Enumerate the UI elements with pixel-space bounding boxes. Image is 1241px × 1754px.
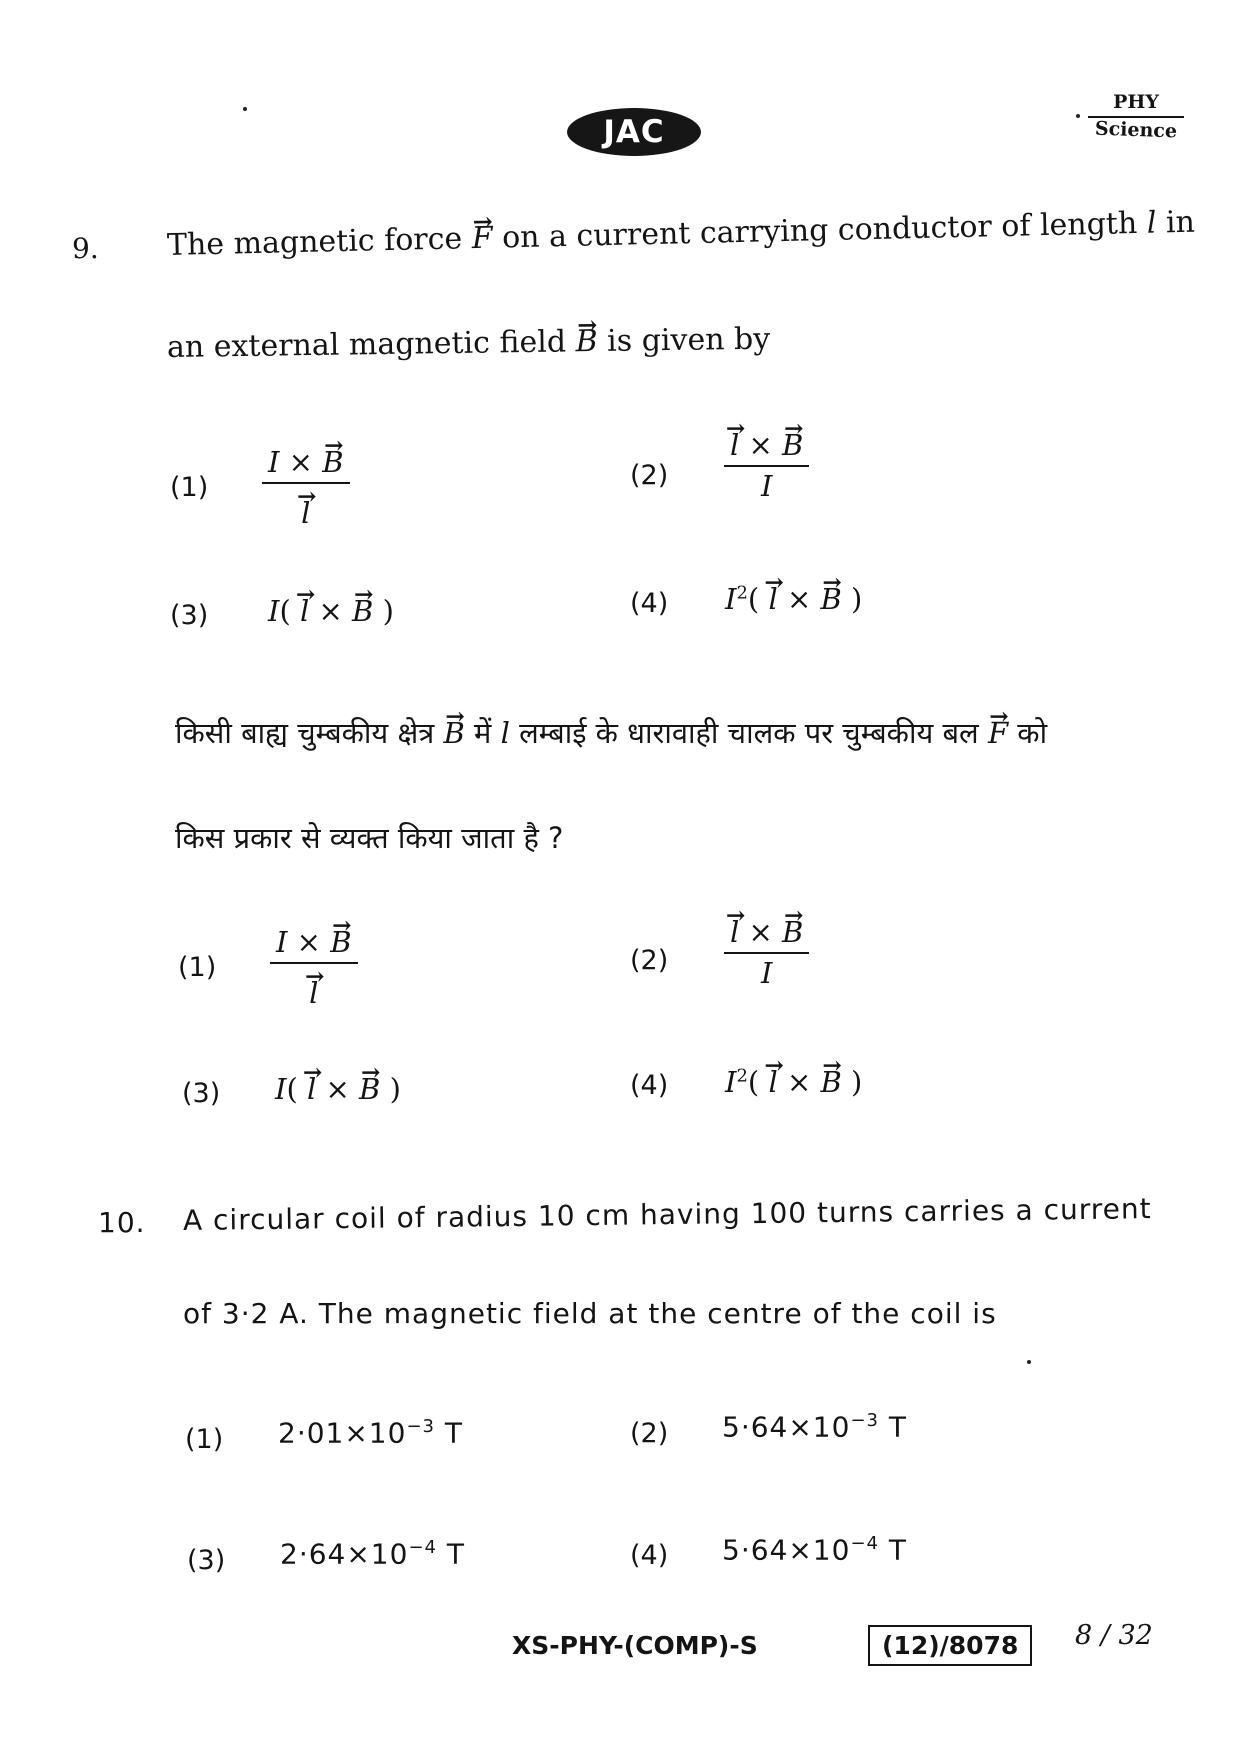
question-number-9: 9. (72, 232, 99, 265)
q10-option-1-label: (1) (185, 1424, 224, 1455)
q9-hi-text-a: किसी बाह्य चुम्बकीय क्षेत्र (175, 716, 435, 750)
field-vector-b-hi: → B (443, 716, 464, 750)
q10-option-3-value: $2\cdot 64\times 10^{-4}$ T (280, 1537, 465, 1571)
q9-hi-line1 (175, 713, 1047, 752)
q9-en-text-d: an external magnetic field (166, 324, 567, 365)
subject-tag (1088, 92, 1184, 142)
force-vector-f-hi: → F (988, 716, 1008, 750)
q9-en-text-c: in (1165, 204, 1196, 241)
q9-hi-option-1-label: (1) (178, 952, 217, 983)
question-number-10: 10. (98, 1206, 146, 1239)
q9-en-option-3-label: (3) (170, 600, 209, 631)
page-number: 8 / 32 (1075, 1620, 1153, 1651)
q9-hi-text-d: को (1017, 716, 1048, 750)
q9-en-option-2-label: (2) (630, 460, 669, 491)
q9-en-option-4-expr: $I^2( \to l$ × → B ) (725, 582, 862, 616)
q9-hi-line2: किस प्रकार से व्यक्त किया जाता है ? (175, 821, 564, 855)
length-symbol: l (1146, 205, 1157, 241)
paper-number-box: (12)/8078 (868, 1625, 1032, 1666)
q9-en-option-1-expr: I × → B → l (262, 445, 350, 530)
q9-hi-text-b: में (474, 716, 492, 750)
q9-en-text-e: is given by (606, 321, 771, 359)
scan-speck (1027, 1360, 1031, 1364)
q10-option-2-value: $5\cdot 64\times 10^{-3}$ T (722, 1410, 907, 1444)
q9-hi-option-4-expr: $I^2( \to l$ × → B ) (725, 1065, 862, 1099)
q9-hi-option-1-expr: I × → B → l (270, 925, 358, 1010)
q10-option-2-label: (2) (630, 1418, 669, 1449)
q9-en-option-1-label: (1) (170, 472, 209, 503)
q9-en-option-4-label: (4) (630, 588, 669, 619)
paper-code: XS-PHY-(COMP)-S (512, 1631, 758, 1660)
length-symbol-hi: l (500, 716, 510, 750)
q10-option-4-value: $5\cdot 64\times 10^{-4}$ T (722, 1533, 907, 1567)
q10-line1: A circular coil of radius 10 cm having 100 turns carries a current (182, 1192, 1152, 1237)
q9-hi-option-2-expr: → $\frac{l \times \to B}{I}$ (724, 915, 809, 990)
q9-hi-option-4-label: (4) (630, 1070, 669, 1101)
subject-tag-top: PHY (1088, 92, 1184, 118)
jac-logo: JAC (567, 108, 701, 156)
force-vector-f: → F (471, 221, 493, 256)
field-vector-b: → B (575, 324, 598, 359)
q10-option-4-label: (4) (630, 1540, 669, 1571)
q9-en-text-b: on a current carrying conductor of length (501, 205, 1138, 256)
q10-line2: of 3·2 A. The magnetic field at the centre of the coil is (183, 1297, 997, 1330)
q9-hi-option-2-label: (2) (630, 945, 669, 976)
q10-option-3-label: (3) (187, 1545, 226, 1576)
q9-en-text-a: The magnetic force (166, 221, 463, 263)
q9-hi-text-c: लम्बाई के धारावाही चालक पर चुम्बकीय बल (519, 716, 979, 750)
q9-hi-option-3-label: (3) (182, 1078, 221, 1109)
scan-speck (243, 107, 247, 111)
q9-en-line2 (167, 322, 771, 365)
q9-en-line1 (167, 205, 1196, 263)
q9-en-option-2-expr: → $\frac{l \times \to B}{I}$ (724, 428, 809, 503)
subject-tag-bottom: Science (1094, 117, 1178, 143)
scan-speck (1076, 114, 1080, 118)
q9-hi-option-3-expr: I( → l × → B ) (275, 1072, 401, 1106)
q10-option-1-value: $2\cdot 01\times 10^{-3}$ T (278, 1416, 463, 1450)
q9-en-option-3-expr: I( → l × → B ) (268, 594, 394, 628)
